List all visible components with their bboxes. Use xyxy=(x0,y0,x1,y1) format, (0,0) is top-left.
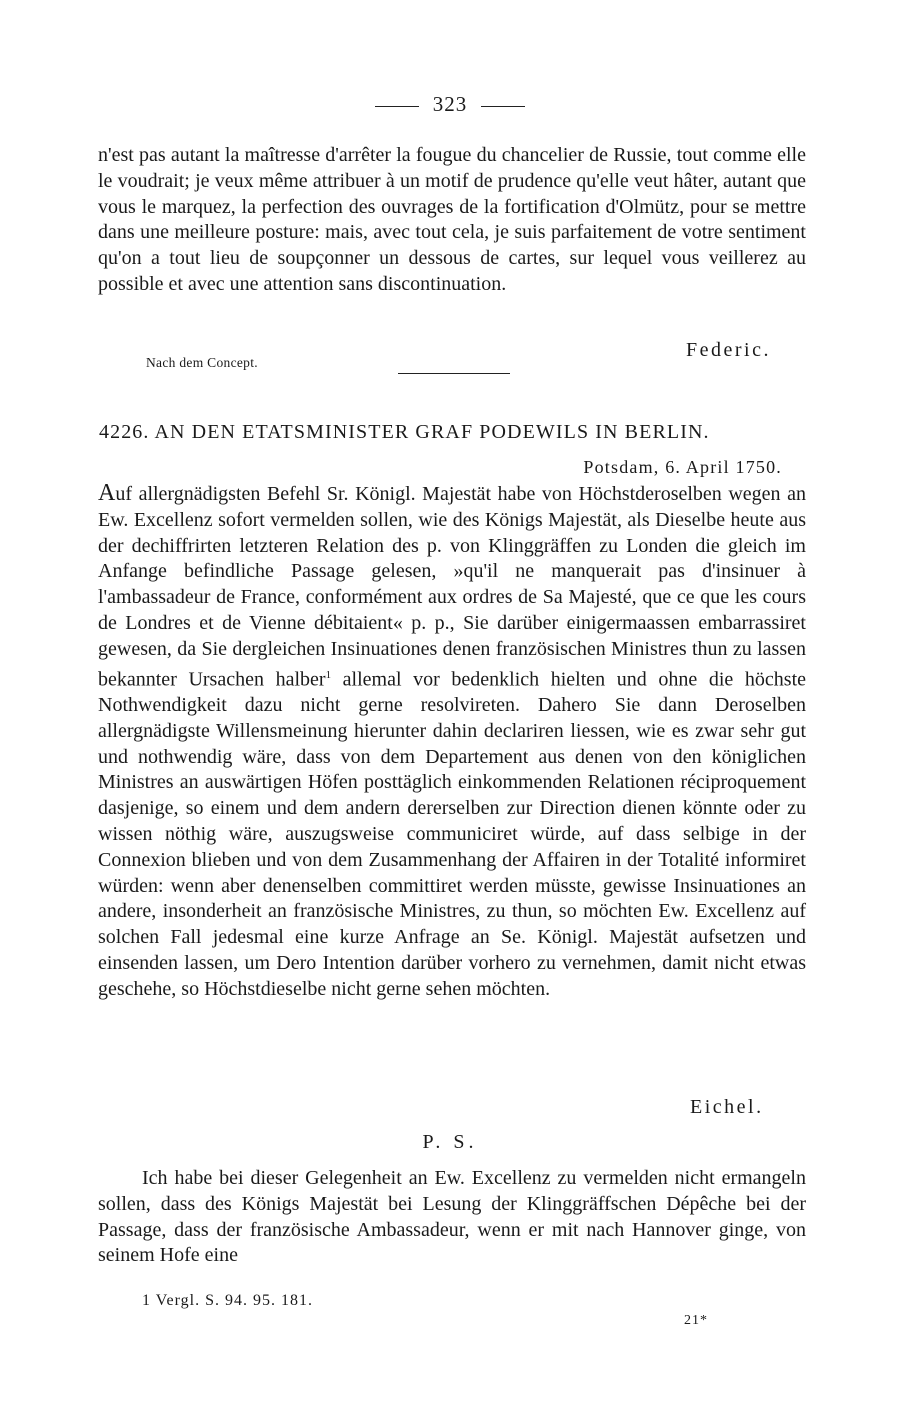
paragraph-letter-end: n'est pas autant la maîtresse d'arrêter la fougue du chancelier de Russie, tout comme elle le voudrait; je veux même attribuer à un motif de prudence qu'elle veut hâter, autant que vous le marquez, la perfection des ouvrages de la fortification d'Olmütz, pour se mettre dans une meilleure posture: mais, avec tout cela, je suis parfaitement de votre sentiment qu'on a tout lieu de soupçonner un dessous de cartes, sur lequel vous veillerez au possible et avec une attention sans discontinuation. xyxy=(98,144,806,295)
paragraph-main-continued: allemal vor bedenklich hielten und ohne die höchste Nothwendigkeit dazu nicht gerne resolvireten. Dahero Sie dann Deroselben allergnädigste Willensmeinung hierunter dahin declariren liessen, wie es zwar sehr gut und nothwendig wäre, dass von dem Departement aus denen von den königlichen Ministres an auswärtigen Höfen posttäglich einkommenden Relationen réciproquement dasjenige, so einem und dem andern dererselben zur Direction dienen könnte oder zu wissen nöthig wäre, auszugsweise communiciret würde, auf dass selbige in der Connexion blieben und von dem Zusammenhang der Affairen in der Totalité informiret würden: wenn aber denenselben committiret werden müsste, gewisse Insinuationes an andere, insonderheit an französische Ministres, zu thun, so möchten Ew. Excellenz auf solchen Fall jedesmal eine kurze Anfrage an Se. Königl. Majestät aufsetzen und einsenden lassen, um Dero Intention darüber vorhero zu vernehmen, damit nicht etwas geschehe, so Höchstdieselbe nicht gerne sehen möchten. xyxy=(98,668,807,1000)
section-divider xyxy=(398,373,510,374)
signature-federic: Federic. xyxy=(686,339,771,361)
source-note: Nach dem Concept. xyxy=(146,355,258,370)
paragraph-main-text: uf allergnädigsten Befehl Sr. Königl. Majestät habe von Höchstderoselben wegen an Ew. Excellenz sofort vermelden sollen, wie des Königs Majestät, als Dieselbe heute aus der dechiffrirten letzteren Relation des p. von Klinggräffen zu Londen die gleich im Anfange befindliche Passage gelesen, »qu'il ne manquerait pas d'insinuer à l'ambassadeur de France, conformément aux ordres de Sa Majesté, que ce que les cours de Londres et de Vienne débitaient« p. p., Sie darüber einigermaassen embarrassiret gewesen, da Sie dergleichen Insinuationes denen französischen Ministres thun zu lassen bekannter Ursachen halber xyxy=(98,483,806,691)
initial-letter: A xyxy=(98,480,116,506)
dash-right xyxy=(481,106,525,107)
dash-left xyxy=(375,106,419,107)
signature-eichel: Eichel. xyxy=(690,1096,764,1118)
sheet-signature-mark: 21* xyxy=(684,1313,708,1328)
document-heading: 4226. AN DEN ETATSMINISTER GRAF PODEWILS IN BERLIN. xyxy=(99,421,710,443)
page-number: 323 xyxy=(0,92,900,117)
paragraph-main xyxy=(98,481,806,1003)
footnote-reference: 1 xyxy=(325,668,332,681)
postscript-heading: P. S. xyxy=(422,1131,478,1153)
paragraph-postscript: Ich habe bei dieser Gelegenheit an Ew. Excellenz zu vermelden nicht ermangeln sollen, dass des Königs Majestät bei Lesung der Klinggräffschen Dépêche bei der Passage, dass der französische Ambassadeur, wenn er mit nach Hannover ginge, von seinem Hofe eine xyxy=(98,1167,806,1267)
footnote: 1 Vergl. S. 94. 95. 181. xyxy=(142,1292,313,1309)
dateline: Potsdam, 6. April 1750. xyxy=(583,457,782,477)
